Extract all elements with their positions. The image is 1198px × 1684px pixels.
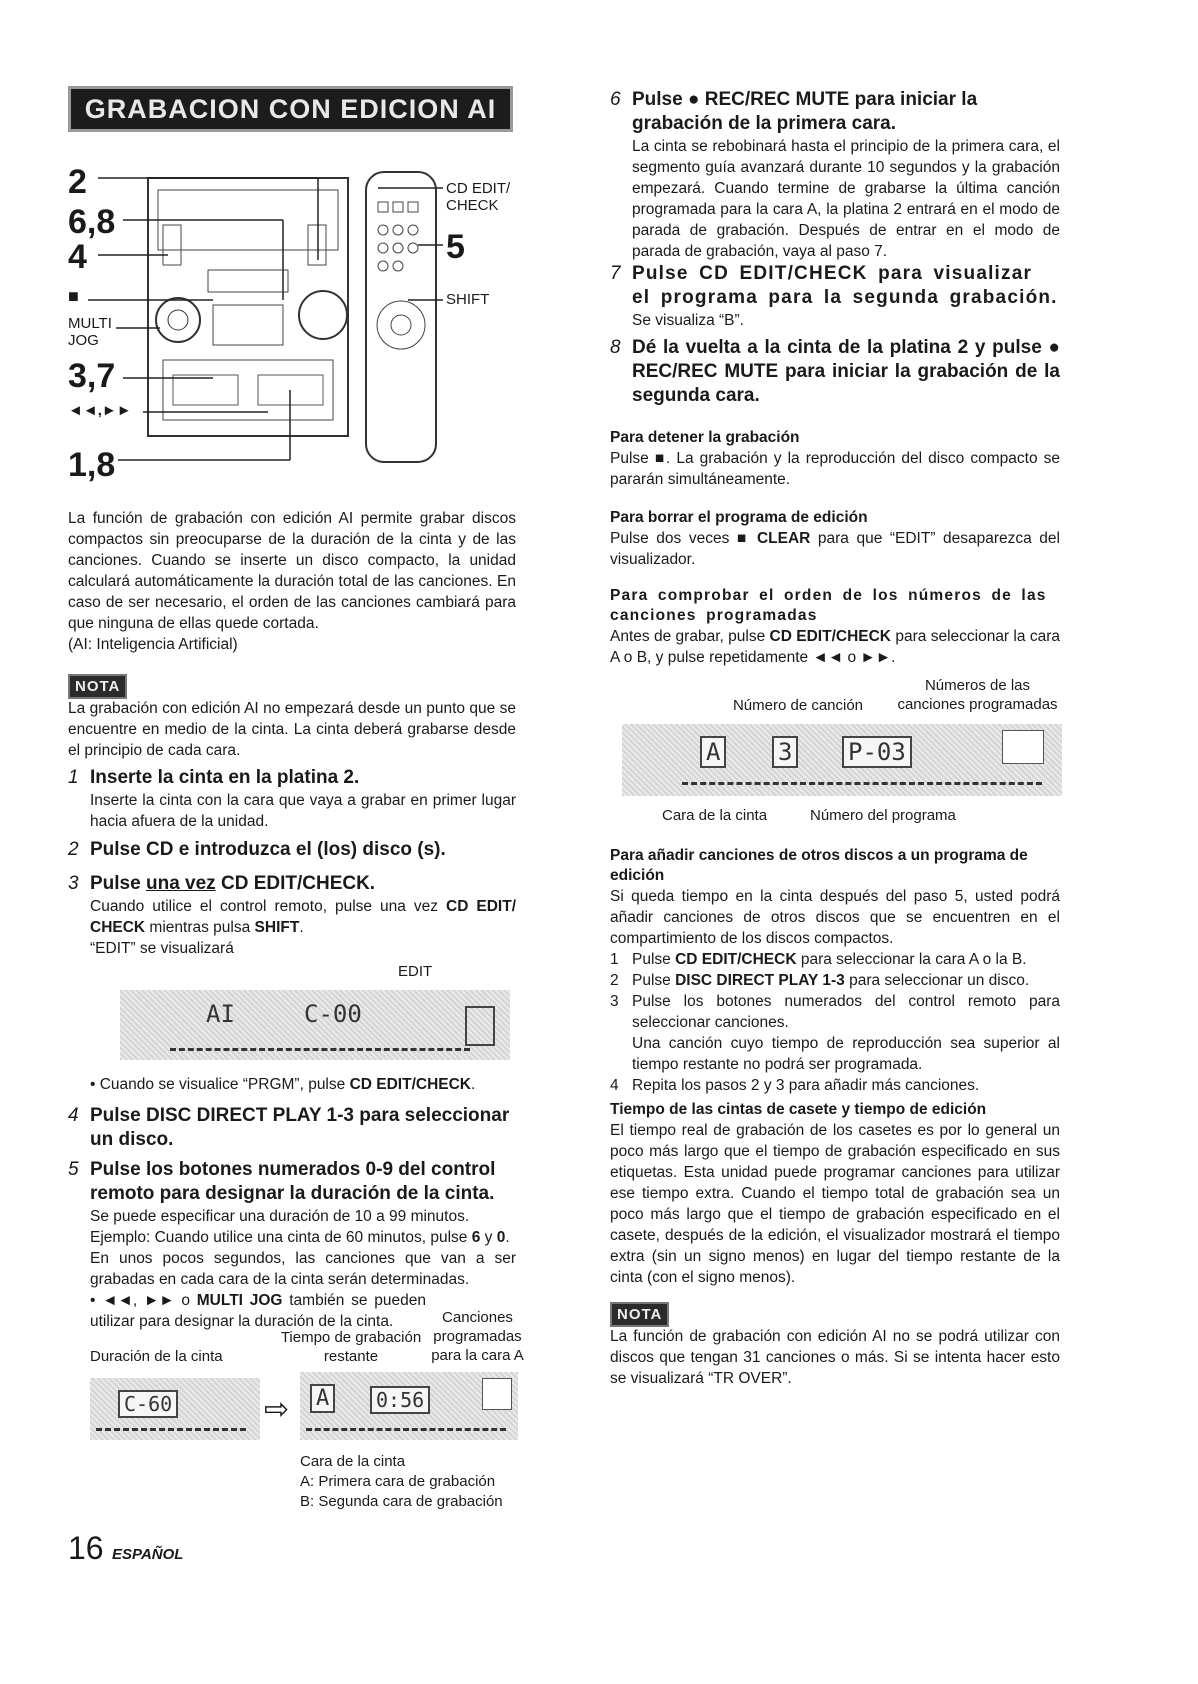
section-tiempo — [610, 1100, 1060, 1288]
label-duracion: Duración de la cinta — [90, 1348, 223, 1365]
lcd-display-remaining — [300, 1372, 518, 1440]
lcd-tape-length: C-60 — [118, 1390, 178, 1418]
label-cd-edit-check: CD EDIT/ CHECK — [446, 180, 511, 214]
step-body-3: En unos pocos segundos, las canciones que van a ser grabadas en cada cara de la cinta serán determinadas. — [90, 1250, 516, 1288]
step-number: 3 — [68, 873, 79, 894]
step-title: Pulse CD e introduzca el (los) disco (s). — [90, 839, 446, 860]
step-body-4: • ◄◄, ►► o MULTI JOG también se pueden utilizar para designar la duración de la cinta. — [90, 1292, 426, 1330]
arrow-right-icon: ⇨ — [264, 1393, 290, 1426]
section-body: El tiempo real de grabación de los casetes es por lo general un poco más largo que el tiempo de grabación especificado en sus etiquetas. Esta unidad puede programar canciones para utilizar ese tiempo extra. Cuando el tiempo total de grabación sea un poco más largo que el tiempo de grabación especificado en el casete, después de la edición, el visualizador mostrará el tiempo extra (sin un signo menos) en lugar del tiempo restante de la cinta (con el signo menos). — [610, 1122, 1060, 1286]
lcd-program: P-03 — [842, 736, 912, 768]
section-title: Para añadir canciones de otros discos a un programa de edición — [610, 847, 1028, 884]
lcd-side: A — [310, 1384, 335, 1413]
list-item: 4 Repita los pasos 2 y 3 para añadir más canciones. — [610, 1077, 980, 1094]
step-1 — [68, 766, 516, 832]
step-title: Pulse CD EDIT/CHECK para visualizar el programa para la segunda grabación. — [632, 263, 1058, 308]
section-body: Si queda tiempo en la cinta después del paso 5, usted podrá añadir canciones de otros discos que se encuentren en el compartimiento de los discos compactos. — [610, 888, 1060, 947]
label-5: 5 — [446, 228, 465, 266]
step-title-b: REC/REC MUTE para iniciar la grabación de la primera cara. — [632, 89, 978, 134]
step-title: Pulse los botones numerados 0-9 del control remoto para designar la duración de la cinta. — [90, 1159, 496, 1204]
intro-text: La función de grabación con edición AI permite grabar discos compactos sin preocuparse de la duración de la cinta y de las canciones. Cuando se inserte un disco compacto, la unidad calculará automáticamente la duración total de las canciones. En caso de ser necesario, el orden de las canciones cambiará para que ninguna de ellas quede cortada. — [68, 510, 516, 632]
page-title: GRABACION CON EDICION AI — [84, 94, 497, 124]
prgm-note: • Cuando se visualice “PRGM”, pulse CD EDIT/CHECK. — [90, 1076, 476, 1093]
label-tiempo-restante: Tiempo de grabación restante — [280, 1329, 422, 1365]
intro-ai: (AI: Inteligencia Artificial) — [68, 636, 238, 653]
cara-a: A: Primera cara de grabación — [300, 1473, 496, 1490]
step-body-1: Se puede especificar una duración de 10 a 99 minutos. — [90, 1208, 470, 1225]
step-title: Inserte la cinta en la platina 2. — [90, 767, 360, 788]
label-stop: ■ — [68, 286, 79, 306]
step-body: Inserte la cinta con la cara que vaya a grabar en primer lugar hacia afuera de la unidad. — [90, 792, 516, 830]
label-numero-cancion: Número de canción — [732, 697, 864, 714]
cara-b: B: Segunda cara de grabación — [300, 1493, 503, 1510]
track-grid — [482, 1378, 512, 1410]
nota-badge: NOTA — [68, 674, 127, 699]
step-7 — [610, 262, 1060, 331]
page-title-banner — [68, 86, 513, 132]
anadir-list — [610, 949, 1060, 1096]
edit-indicator — [465, 1006, 495, 1046]
label-6-8: 6,8 — [68, 203, 116, 241]
step-number: 5 — [68, 1159, 79, 1180]
label-multi-jog: MULTI JOG — [68, 315, 112, 349]
list-item: 1 Pulse CD EDIT/CHECK para seleccionar la cara A o la B. — [610, 951, 1027, 968]
nota-text: La grabación con edición AI no empezará desde un punto que se encuentre en medio de la cinta. La cinta deberá grabarse desde el principio de cada cara. — [68, 700, 516, 759]
lcd-display-program — [622, 724, 1062, 796]
footer-language: ESPAÑOL — [112, 1546, 184, 1563]
multi-jog-knob — [156, 298, 200, 342]
step-3 — [68, 872, 516, 959]
step-6 — [610, 88, 1060, 262]
label-4: 4 — [68, 238, 87, 276]
step-title-underlined: una vez — [145, 873, 216, 894]
lcd-display-duration — [90, 1378, 260, 1440]
step-4 — [68, 1104, 516, 1152]
section-title: Tiempo de las cintas de casete y tiempo de edición — [610, 1101, 987, 1118]
label-3-7: 3,7 — [68, 357, 116, 395]
step-title: Pulse DISC DIRECT PLAY 1-3 para seleccionar un disco. — [90, 1105, 510, 1150]
lcd-counter: C-00 — [304, 1000, 362, 1028]
step-body-2: “EDIT” se visualizará — [90, 940, 234, 957]
step-body: Se visualiza “B”. — [632, 312, 744, 329]
nota-badge: NOTA — [610, 1302, 669, 1327]
step-number: 8 — [610, 337, 621, 358]
step-body: Cuando utilice el control remoto, pulse una vez CD EDIT/ CHECK mientras pulsa SHIFT. — [90, 898, 517, 936]
label-skip: ◄◄,►► — [68, 402, 132, 419]
step-title: Dé la vuelta a la cinta de la platina 2 y pulse ● REC/REC MUTE para iniciar la grabación de la segunda cara. — [632, 337, 1060, 406]
page-footer — [68, 1530, 183, 1567]
step-number: 7 — [610, 263, 622, 284]
section-comprobar — [610, 586, 1060, 668]
section-borrar — [610, 508, 1060, 570]
edit-label: EDIT — [398, 963, 433, 980]
step-8 — [610, 336, 1060, 408]
step-number: 6 — [610, 89, 621, 110]
step-number: 2 — [68, 839, 79, 860]
lcd-display-edit — [120, 990, 510, 1060]
step-2 — [68, 838, 516, 862]
step-5 — [68, 1158, 516, 1332]
lcd-remaining-time: 0:56 — [370, 1386, 430, 1414]
page-number: 16 — [68, 1530, 104, 1566]
lcd-ai: AI — [206, 1000, 235, 1028]
section-body: Pulse dos veces ■ CLEAR para que “EDIT” desaparezca del visualizador. — [610, 530, 1060, 568]
label-canciones-a: Canciones programadas para la cara A — [431, 1309, 524, 1364]
label-cara-cinta: Cara de la cinta — [662, 807, 768, 824]
step-title-b: CD EDIT/CHECK. — [215, 873, 376, 894]
label-1-8: 1,8 — [68, 446, 116, 484]
cara-title: Cara de la cinta — [300, 1453, 406, 1470]
track-grid — [1002, 730, 1044, 764]
step-number: 1 — [68, 767, 79, 788]
list-item: 3 Pulse los botones numerados del control remoto para seleccionar canciones. Una canción cuyo tiempo de reproducción sea superior al tiempo restante no podrá ser programada. — [610, 993, 1060, 1073]
label-2: 2 — [68, 163, 87, 201]
section-body: Antes de grabar, pulse CD EDIT/CHECK para seleccionar la cara A o B, y pulse repetidamente ◄◄ o ►►. — [610, 628, 1060, 666]
section-title: Para comprobar el orden de los números de las canciones programadas — [610, 587, 1047, 624]
label-numeros-programadas: Números de las canciones programadas — [897, 677, 1058, 713]
lcd-track: 3 — [772, 736, 798, 768]
section-title: Para borrar el programa de edición — [610, 509, 868, 526]
step-body-2: Ejemplo: Cuando utilice una cinta de 60 minutos, pulse 6 y 0. — [90, 1229, 510, 1246]
section-detener — [610, 428, 1060, 490]
list-item: 2 Pulse DISC DIRECT PLAY 1-3 para seleccionar un disco. — [610, 972, 1030, 989]
remote-control — [366, 172, 436, 462]
label-shift: SHIFT — [446, 291, 490, 308]
section-body: Pulse ■. La grabación y la reproducción del disco compacto se pararán simultáneamente. — [610, 450, 1060, 488]
step-body: La cinta se rebobinará hasta el principio de la primera cara, el segmento guía avanzará durante 10 segundos y la grabación empezará. Cuando termine de grabarse la última canción programada para la cara A, la platina 2 entrará en el modo de parada de grabación. Después de entrar en el modo de parada de grabación, vaya al paso 7. — [632, 138, 1060, 260]
section-title: Para detener la grabación — [610, 429, 800, 446]
step-number: 4 — [68, 1105, 79, 1126]
section-anadir — [610, 846, 1060, 1096]
step-title-a: Pulse ● — [632, 89, 705, 110]
step-title-a: Pulse — [90, 873, 146, 894]
nota-text: La función de grabación con edición AI no se podrá utilizar con discos que tengan 31 canciones o más. Si se intenta hacer esto se visualizará “TR OVER”. — [610, 1328, 1060, 1387]
label-numero-programa: Número del programa — [810, 807, 956, 824]
lcd-side: A — [700, 736, 726, 768]
